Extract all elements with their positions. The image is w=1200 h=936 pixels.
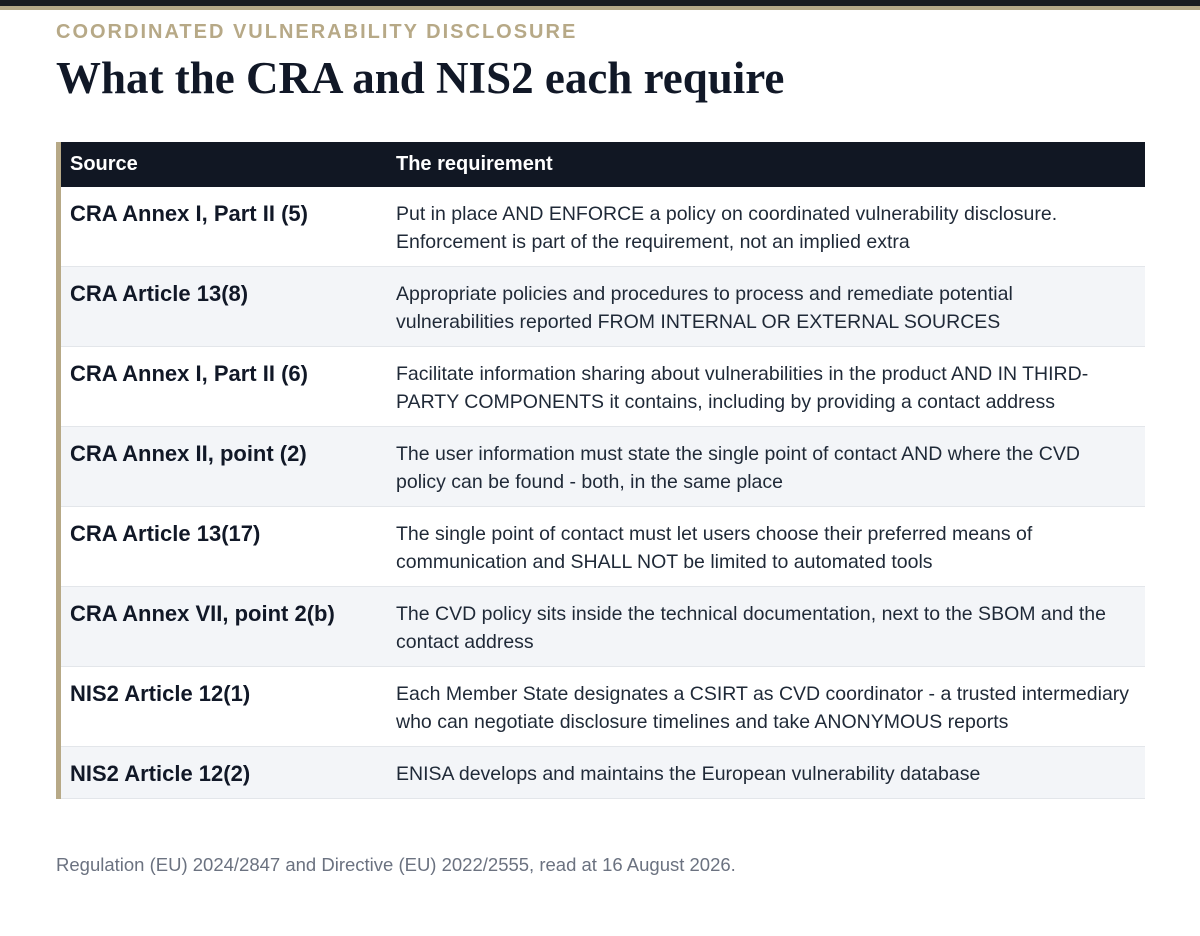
table-row	[61, 587, 1145, 667]
table-row	[61, 347, 1145, 427]
page-title: What the CRA and NIS2 each require	[56, 53, 785, 103]
table-row	[61, 667, 1145, 747]
row-source: CRA Annex I, Part II (6)	[70, 361, 308, 386]
table-row	[61, 747, 1145, 799]
requirements-table	[61, 142, 1145, 799]
row-requirement: Put in place AND ENFORCE a policy on coordinated vulnerability disclosure. Enforcement is part of the requirement, not an implied extra	[396, 203, 1058, 253]
row-source: CRA Annex II, point (2)	[70, 441, 307, 466]
row-requirement: Appropriate policies and procedures to process and remediate potential vulnerabilities reported FROM INTERNAL OR EXTERNAL SOURCES	[396, 283, 1013, 333]
top-accent-rule	[0, 0, 1200, 10]
requirements-table-container	[56, 142, 1145, 799]
top-dark-band	[0, 0, 1200, 6]
row-source: CRA Annex VII, point 2(b)	[70, 601, 335, 626]
row-requirement: Each Member State designates a CSIRT as CVD coordinator - a trusted intermediary who can negotiate disclosure timelines and take ANONYMOUS reports	[396, 683, 1130, 733]
column-header-source: Source	[70, 153, 138, 175]
section-eyebrow: COORDINATED VULNERABILITY DISCLOSURE	[56, 21, 578, 43]
table-body	[61, 187, 1145, 799]
row-source: CRA Annex I, Part II (5)	[70, 201, 308, 226]
table-header	[61, 142, 1145, 187]
row-requirement: The single point of contact must let users choose their preferred means of communication and SHALL NOT be limited to automated tools	[396, 523, 1033, 573]
row-requirement: The CVD policy sits inside the technical documentation, next to the SBOM and the contact address	[396, 603, 1106, 653]
row-requirement: Facilitate information sharing about vulnerabilities in the product AND IN THIRD-PARTY COMPONENTS it contains, including by providing a contact address	[396, 363, 1089, 413]
column-header-requirement: The requirement	[396, 153, 553, 175]
table-header-row	[61, 142, 1145, 187]
row-requirement: ENISA develops and maintains the European vulnerability database	[396, 763, 981, 785]
row-source: CRA Article 13(17)	[70, 521, 261, 546]
row-requirement: The user information must state the single point of contact AND where the CVD policy can be found - both, in the same place	[396, 443, 1080, 493]
source-footnote: Regulation (EU) 2024/2847 and Directive (EU) 2022/2555, read at 16 August 2026.	[56, 854, 736, 875]
table-row	[61, 187, 1145, 267]
table-row	[61, 507, 1145, 587]
row-source: NIS2 Article 12(1)	[70, 681, 251, 706]
table-row	[61, 267, 1145, 347]
row-source: CRA Article 13(8)	[70, 281, 249, 306]
table-row	[61, 427, 1145, 507]
row-source: NIS2 Article 12(2)	[70, 761, 251, 786]
